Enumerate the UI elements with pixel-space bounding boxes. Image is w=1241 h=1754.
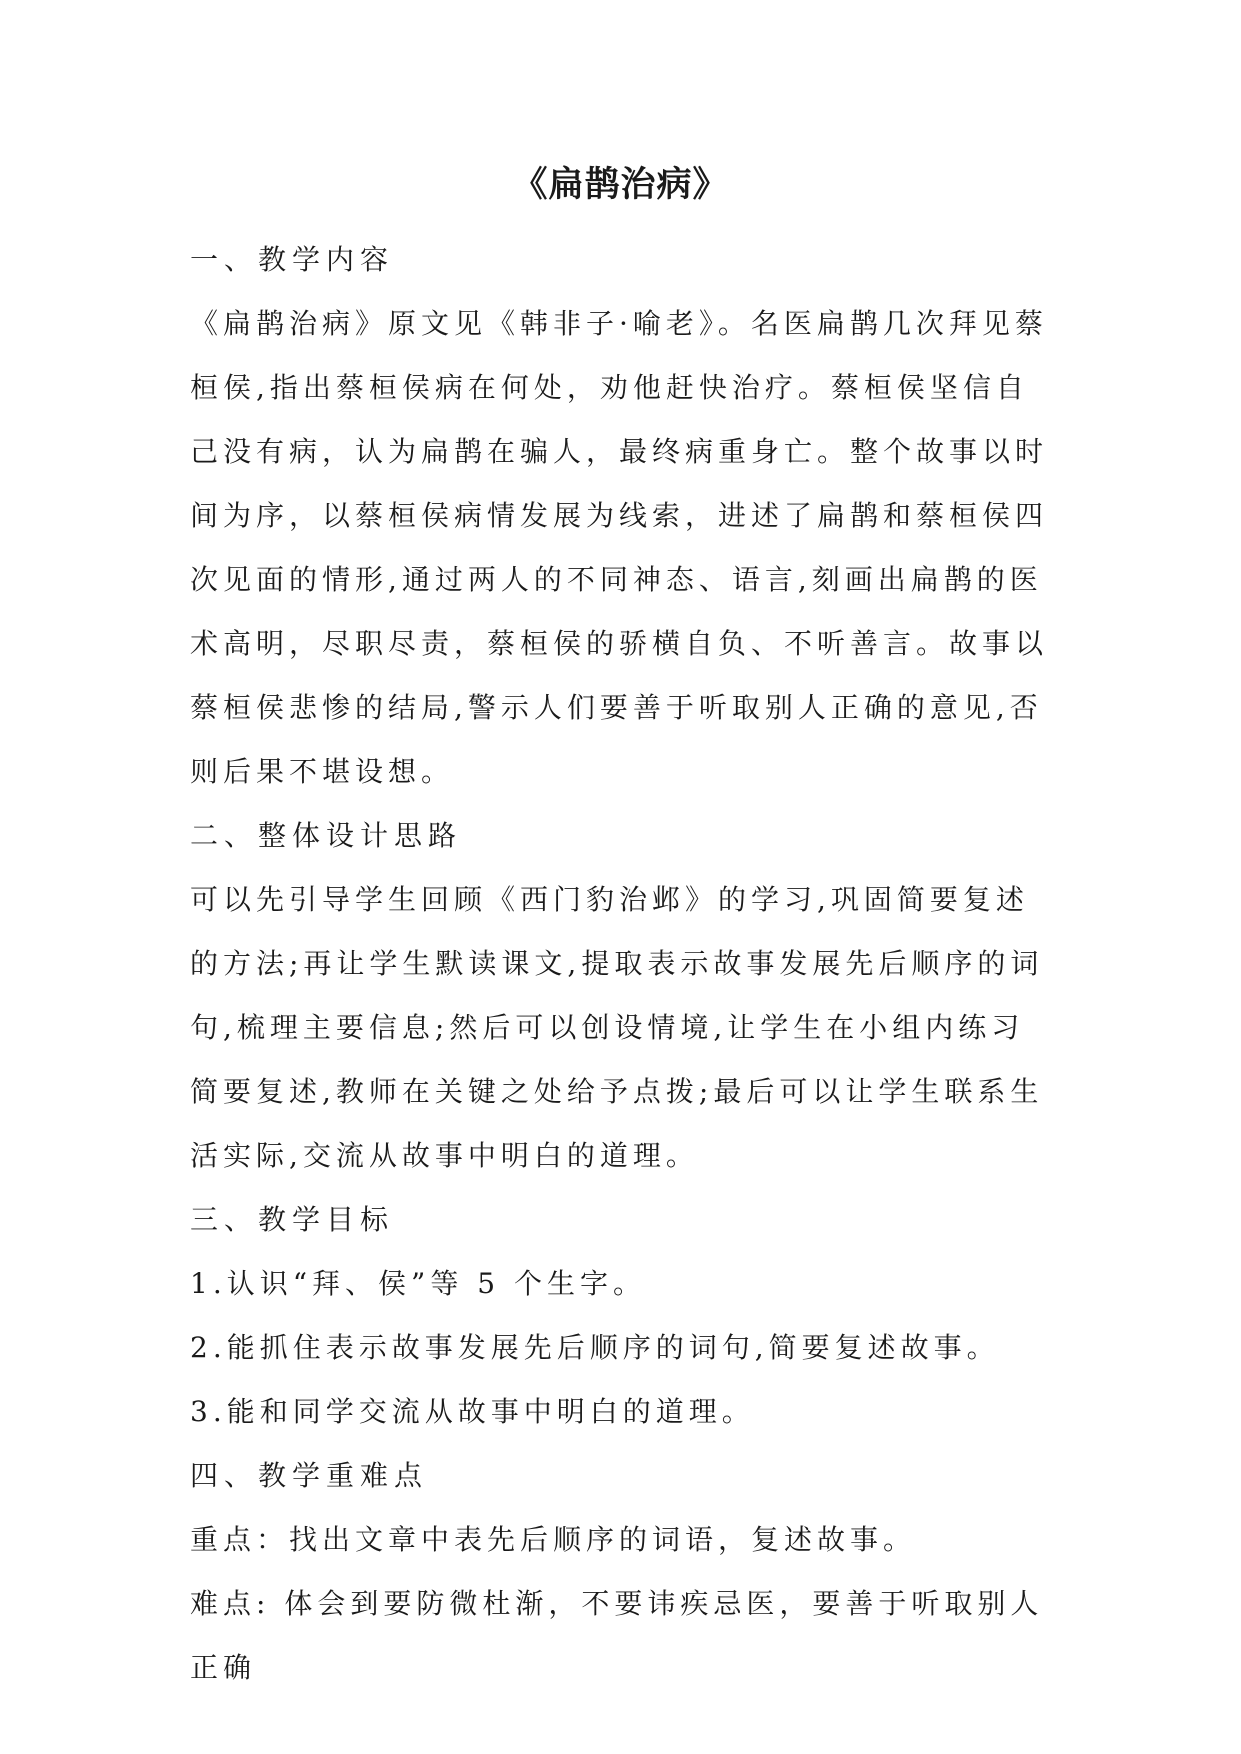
goal-item-1: 1.认识“拜、侯”等 5 个生字。 [190,1267,646,1300]
section-heading-key-difficult-points: 四、教学重难点 [190,1459,429,1492]
section-heading-teaching-goals: 三、教学目标 [190,1203,395,1236]
paragraph-teaching-content: 《扁鹊治病》原文见《韩非子·喻老》。名医扁鹊几次拜见蔡桓侯,指出蔡桓侯病在何处，劝他赶快治疗。蔡桓侯坚信自己没有病，认为扁鹊在骗人，最终病重身亡。整个故事以时间为序，以蔡桓侯病情发展为线索，进述了扁鹊和蔡桓侯四次见面的情形,通过两人的不同神态、语言,刻画出扁鹊的医术高明，尽职尽责，蔡桓侯的骄横自负、不听善言。故事以蔡桓侯悲惨的结局,警示人们要善于听取别人正确的意见,否则后果不堪设想。 [190,307,1049,788]
goal-item-2: 2.能抓住表示故事发展先后顺序的词句,简要复述故事。 [190,1331,1000,1364]
section-heading-teaching-content: 一、教学内容 [190,243,395,276]
section-heading-design-ideas: 二、整体设计思路 [190,819,463,852]
difficult-point-text: 难点: 体会到要防微杜渐，不要讳疾忌医，要善于听取别人正确 [190,1587,1044,1684]
key-point-text: 重点：找出文章中表先后顺序的词语，复述故事。 [190,1523,917,1556]
paragraph-design-ideas: 可以先引导学生回顾《西门豹治邺》的学习,巩固简要复述的方法;再让学生默读课文,提取表示故事发展先后顺序的词句,梳理主要信息;然后可以创设情境,让学生在小组内练习简要复述,教师在关键之处给予点拨;最后可以让学生联系生活实际,交流从故事中明白的道理。 [190,883,1044,1172]
document-title: 《扁鹊治病》 [512,164,729,205]
document-body [190,228,1050,1700]
goal-item-3: 3.能和同学交流从故事中明白的道理。 [190,1395,755,1428]
